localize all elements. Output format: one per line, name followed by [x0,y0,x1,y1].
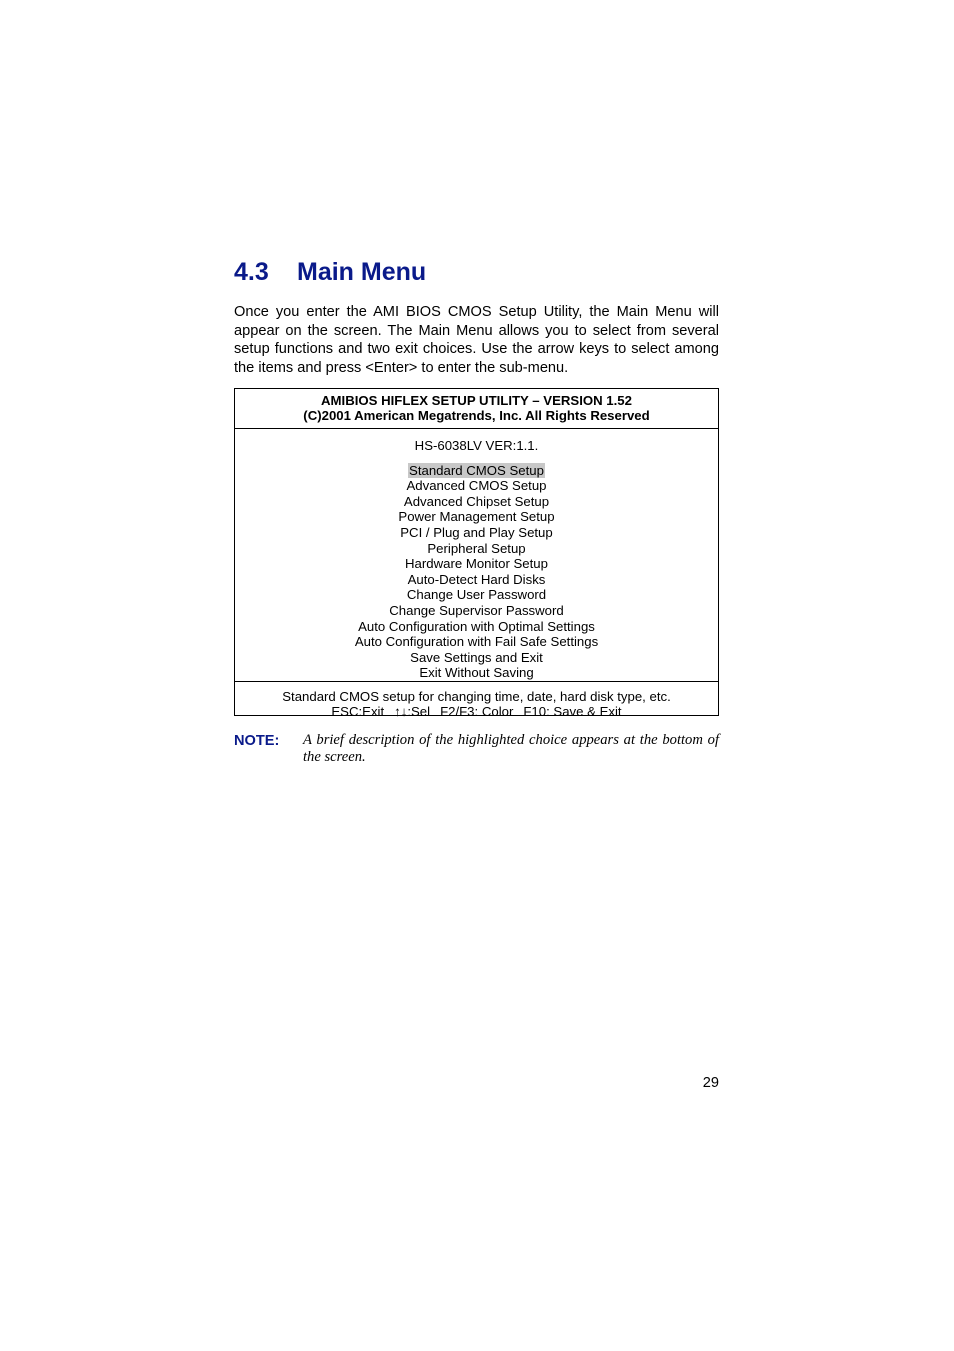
intro-paragraph: Once you enter the AMI BIOS CMOS Setup Utility, the Main Menu will appear on the screen. The Main Menu allows you to select from several setup functions and two exit choices. Use the arrow keys to select among the items and press <Enter> to enter the sub-menu. [234,304,719,377]
key-arrows-select: ↑↓:Sel [394,703,431,719]
page-number: 29 [702,1075,719,1091]
note-text: A brief description of the highlighted choice appears at the bottom of the screen. [303,732,719,765]
bios-description: Standard CMOS setup for changing time, date, hard disk type, etc. [282,688,671,704]
key-esc-exit: ESC:Exit [331,703,385,719]
note-label: NOTE: [234,733,280,749]
bios-key-legend [235,704,718,719]
bios-copyright: (C)2001 American Megatrends, Inc. All Rights Reserved [303,408,650,423]
menu-item-peripheral-setup[interactable]: Peripheral Setup [427,540,526,556]
menu-item-advanced-cmos-setup[interactable]: Advanced CMOS Setup [406,478,547,494]
menu-item-advanced-chipset-setup[interactable]: Advanced Chipset Setup [403,493,550,509]
menu-item-change-supervisor-password[interactable]: Change Supervisor Password [389,602,564,618]
bios-header [235,389,718,429]
section-title: Main Menu [297,258,427,286]
bios-version: HS-6038LV VER:1.1. [414,438,539,453]
section-number: 4.3 [234,258,269,286]
section-heading [234,258,426,287]
menu-item-exit-without-saving[interactable]: Exit Without Saving [419,665,534,681]
menu-item-auto-config-optimal[interactable]: Auto Configuration with Optimal Settings [358,618,595,634]
bios-menu-panel [235,429,718,682]
menu-item-auto-detect-hard-disks[interactable]: Auto-Detect Hard Disks [407,571,546,587]
menu-item-power-management-setup[interactable]: Power Management Setup [398,509,555,525]
menu-item-standard-cmos-setup[interactable]: Standard CMOS Setup [409,462,544,478]
menu-item-auto-config-fail-safe[interactable]: Auto Configuration with Fail Safe Settings [354,634,599,650]
bios-status-bar [235,682,718,719]
menu-item-pci-plug-and-play-setup[interactable]: PCI / Plug and Play Setup [400,524,553,540]
menu-item-save-settings-and-exit[interactable]: Save Settings and Exit [410,649,543,665]
key-f10-save-exit: F10: Save & Exit [523,703,622,719]
menu-item-hardware-monitor-setup[interactable]: Hardware Monitor Setup [405,556,548,572]
bios-screen [234,388,719,719]
key-f2-f3-color: F2/F3: Color [440,703,514,719]
bios-title: AMIBIOS HIFLEX SETUP UTILITY – VERSION 1.52 [321,393,632,408]
menu-item-change-user-password[interactable]: Change User Password [406,587,547,603]
